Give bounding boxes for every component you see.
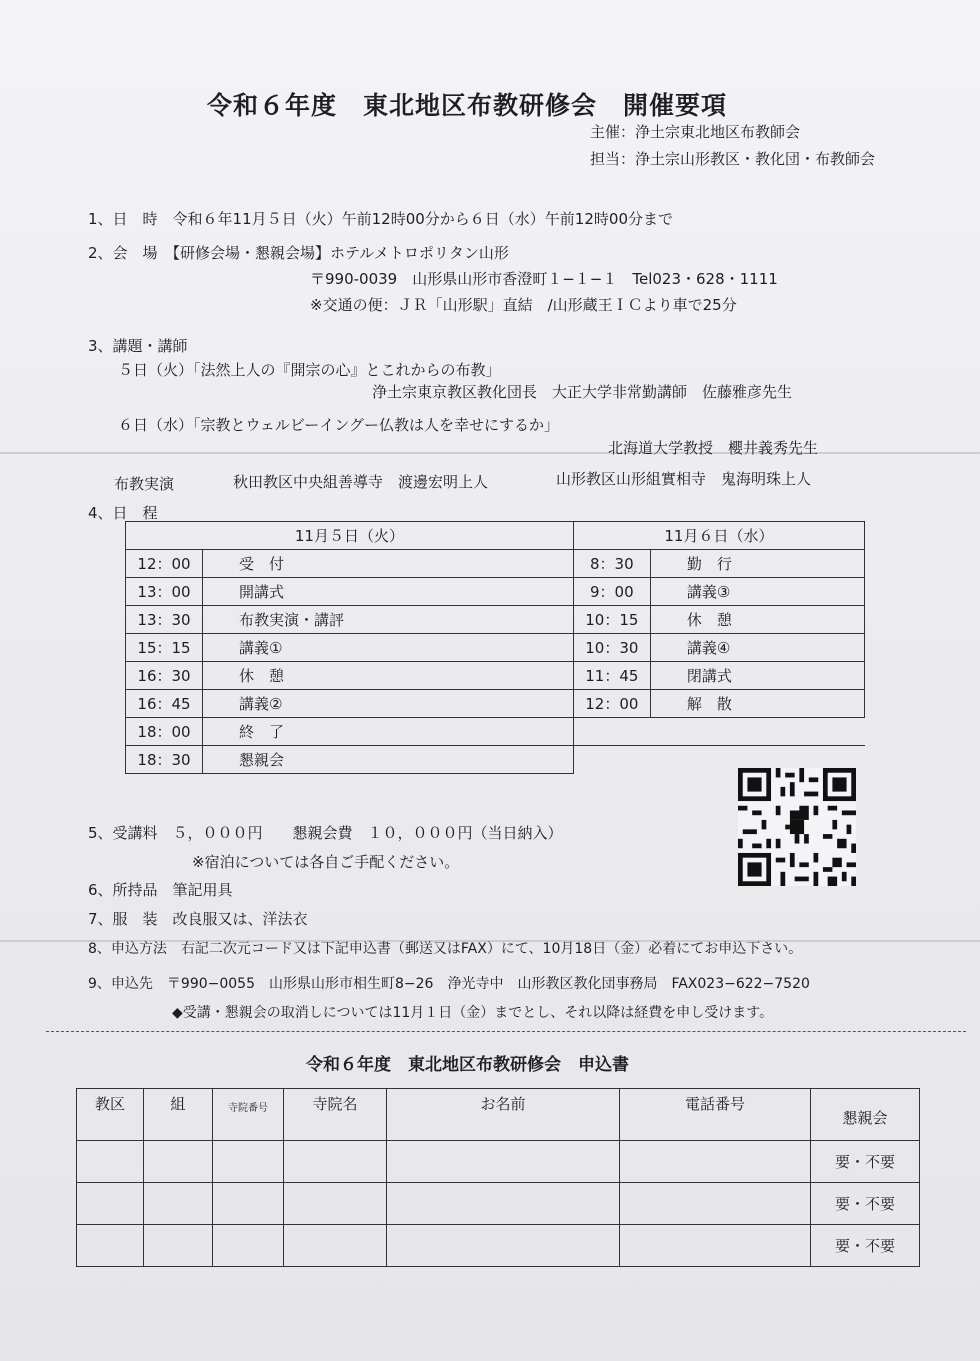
time-cell: 16：30	[126, 662, 203, 690]
qr-code[interactable]	[738, 768, 856, 886]
schedule-row	[126, 550, 865, 578]
form-cell[interactable]	[284, 1183, 387, 1225]
cancel-policy: ◆受講・懇親会の取消しについては11月１日（金）までとし、それ以降は経費を申し受けます。	[172, 1005, 774, 1021]
practice-1: 秋田教区中央組善導寺 渡邊宏明上人	[233, 473, 489, 491]
venue-address: 〒990-0039 山形県山形市香澄町１−１−１ Tel023・628・1111	[310, 270, 778, 288]
form-row	[77, 1183, 920, 1225]
day2-header: 11月６日（水）	[573, 522, 864, 550]
time-cell: 18：30	[126, 746, 203, 774]
party-choice[interactable]: 要・不要	[811, 1141, 920, 1183]
col-header: 教区	[77, 1089, 144, 1141]
party-choice[interactable]: 要・不要	[811, 1225, 920, 1267]
form-cell[interactable]	[144, 1141, 213, 1183]
item-contact: 9、申込先 〒990−0055 山形県山形市相生町8−26 浄光寺中 山形教区教化団事務局 FAX023−622−7520	[88, 976, 810, 992]
time-cell: 12：00	[126, 550, 203, 578]
form-cell[interactable]	[387, 1141, 620, 1183]
schedule-row	[126, 662, 865, 690]
form-cell[interactable]	[213, 1141, 284, 1183]
form-cell[interactable]	[284, 1225, 387, 1267]
time-cell: 13：00	[126, 578, 203, 606]
lecture-heading: 3、講題・講師	[88, 337, 188, 355]
schedule-row	[126, 718, 865, 746]
schedule-row	[126, 578, 865, 606]
venue-access: ※交通の便：ＪＲ「山形駅」直結 /山形蔵王ＩＣより車で25分	[310, 296, 737, 314]
schedule-row	[126, 634, 865, 662]
form-cell[interactable]	[387, 1225, 620, 1267]
page-title: 令和６年度 東北地区布教研修会 開催要項	[207, 91, 728, 120]
form-row	[77, 1225, 920, 1267]
item-belongings: 6、所持品 筆記用具	[88, 881, 233, 899]
item-cell: 解 散	[650, 690, 864, 718]
item-cell: 勤 行	[650, 550, 864, 578]
time-cell: 10：15	[573, 606, 650, 634]
time-cell: 13：30	[126, 606, 203, 634]
col-header: 寺院名	[284, 1089, 387, 1141]
lecture-2: ６日（水）「宗教とウェルビーイングー仏教は人を幸せにするか」	[118, 416, 560, 434]
practice-2: 山形教区山形組實相寺 鬼海明珠上人	[556, 470, 812, 488]
form-title: 令和６年度 東北地区布教研修会 申込書	[306, 1055, 629, 1075]
form-cell[interactable]	[284, 1141, 387, 1183]
item-cell: 終 了	[203, 718, 574, 746]
item-cell: 講義③	[650, 578, 864, 606]
item-cell: 講義④	[650, 634, 864, 662]
fold-line	[0, 452, 980, 454]
time-cell: 10：30	[573, 634, 650, 662]
schedule-row	[126, 690, 865, 718]
time-cell: 8：30	[573, 550, 650, 578]
item-cell: 講義②	[203, 690, 574, 718]
schedule-row	[126, 606, 865, 634]
col-header: 電話番号	[620, 1089, 811, 1141]
form-row	[77, 1141, 920, 1183]
form-cell[interactable]	[620, 1225, 811, 1267]
party-choice[interactable]: 要・不要	[811, 1183, 920, 1225]
col-header: 寺院番号	[213, 1089, 284, 1141]
day1-header: 11月５日（火）	[126, 522, 574, 550]
time-cell: 16：45	[126, 690, 203, 718]
form-cell[interactable]	[77, 1225, 144, 1267]
form-cell[interactable]	[77, 1141, 144, 1183]
col-header: お名前	[387, 1089, 620, 1141]
form-cell[interactable]	[144, 1183, 213, 1225]
item-venue: 2、会 場 【研修会場・懇親会場】ホテルメトロポリタン山形	[88, 244, 509, 262]
lecture-1: ５日（火）「法然上人の『開宗の心』とこれからの布教」	[118, 361, 501, 379]
item-attire: 7、服 装 改良服又は、洋法衣	[88, 910, 308, 928]
lecturer-2: 北海道大学教授 櫻井義秀先生	[608, 439, 819, 457]
item-cell: 講義①	[203, 634, 574, 662]
lodging-note: ※宿泊については各自ご手配ください。	[192, 853, 460, 871]
schedule-table	[125, 521, 865, 774]
time-cell: 12：00	[573, 690, 650, 718]
col-header: 組	[144, 1089, 213, 1141]
time-cell: 11：45	[573, 662, 650, 690]
practice-label: 布教実演	[114, 475, 175, 493]
sponsor: 主催：浄土宗東北地区布教師会	[590, 123, 801, 141]
item-cell: 受 付	[203, 550, 574, 578]
cut-line	[46, 1031, 966, 1032]
time-cell: 9：00	[573, 578, 650, 606]
form-cell[interactable]	[213, 1183, 284, 1225]
item-cell: 開講式	[203, 578, 574, 606]
time-cell: 18：00	[126, 718, 203, 746]
item-fee: 5、受講料 ５，０００円 懇親会費 １０，０００円（当日納入）	[88, 824, 563, 842]
item-date: 1、日 時 令和６年11月５日（火）午前12時00分から６日（水）午前12時00分まで	[88, 210, 673, 228]
form-cell[interactable]	[144, 1225, 213, 1267]
item-cell: 休 憩	[650, 606, 864, 634]
time-cell: 15：15	[126, 634, 203, 662]
application-form-table	[76, 1088, 920, 1267]
form-cell[interactable]	[77, 1183, 144, 1225]
item-cell: 布教実演・講評	[203, 606, 574, 634]
organizer: 担当：浄土宗山形教区・教化団・布教師会	[590, 150, 876, 168]
item-cell: 休 憩	[203, 662, 574, 690]
form-cell[interactable]	[213, 1225, 284, 1267]
item-method: 8、申込方法 右記二次元コード又は下記申込書（郵送又はFAX）にて、10月18日（金）必着にてお申込下さい。	[88, 941, 803, 957]
col-header: 懇親会	[811, 1089, 920, 1141]
item-cell: 懇親会	[203, 746, 574, 774]
lecturer-1: 浄土宗東京教区教化団長 大正大学非常勤講師 佐藤雅彦先生	[372, 383, 793, 401]
form-cell[interactable]	[620, 1141, 811, 1183]
form-cell[interactable]	[387, 1183, 620, 1225]
item-cell: 閉講式	[650, 662, 864, 690]
schedule-heading: 4、日 程	[88, 504, 158, 522]
form-cell[interactable]	[620, 1183, 811, 1225]
